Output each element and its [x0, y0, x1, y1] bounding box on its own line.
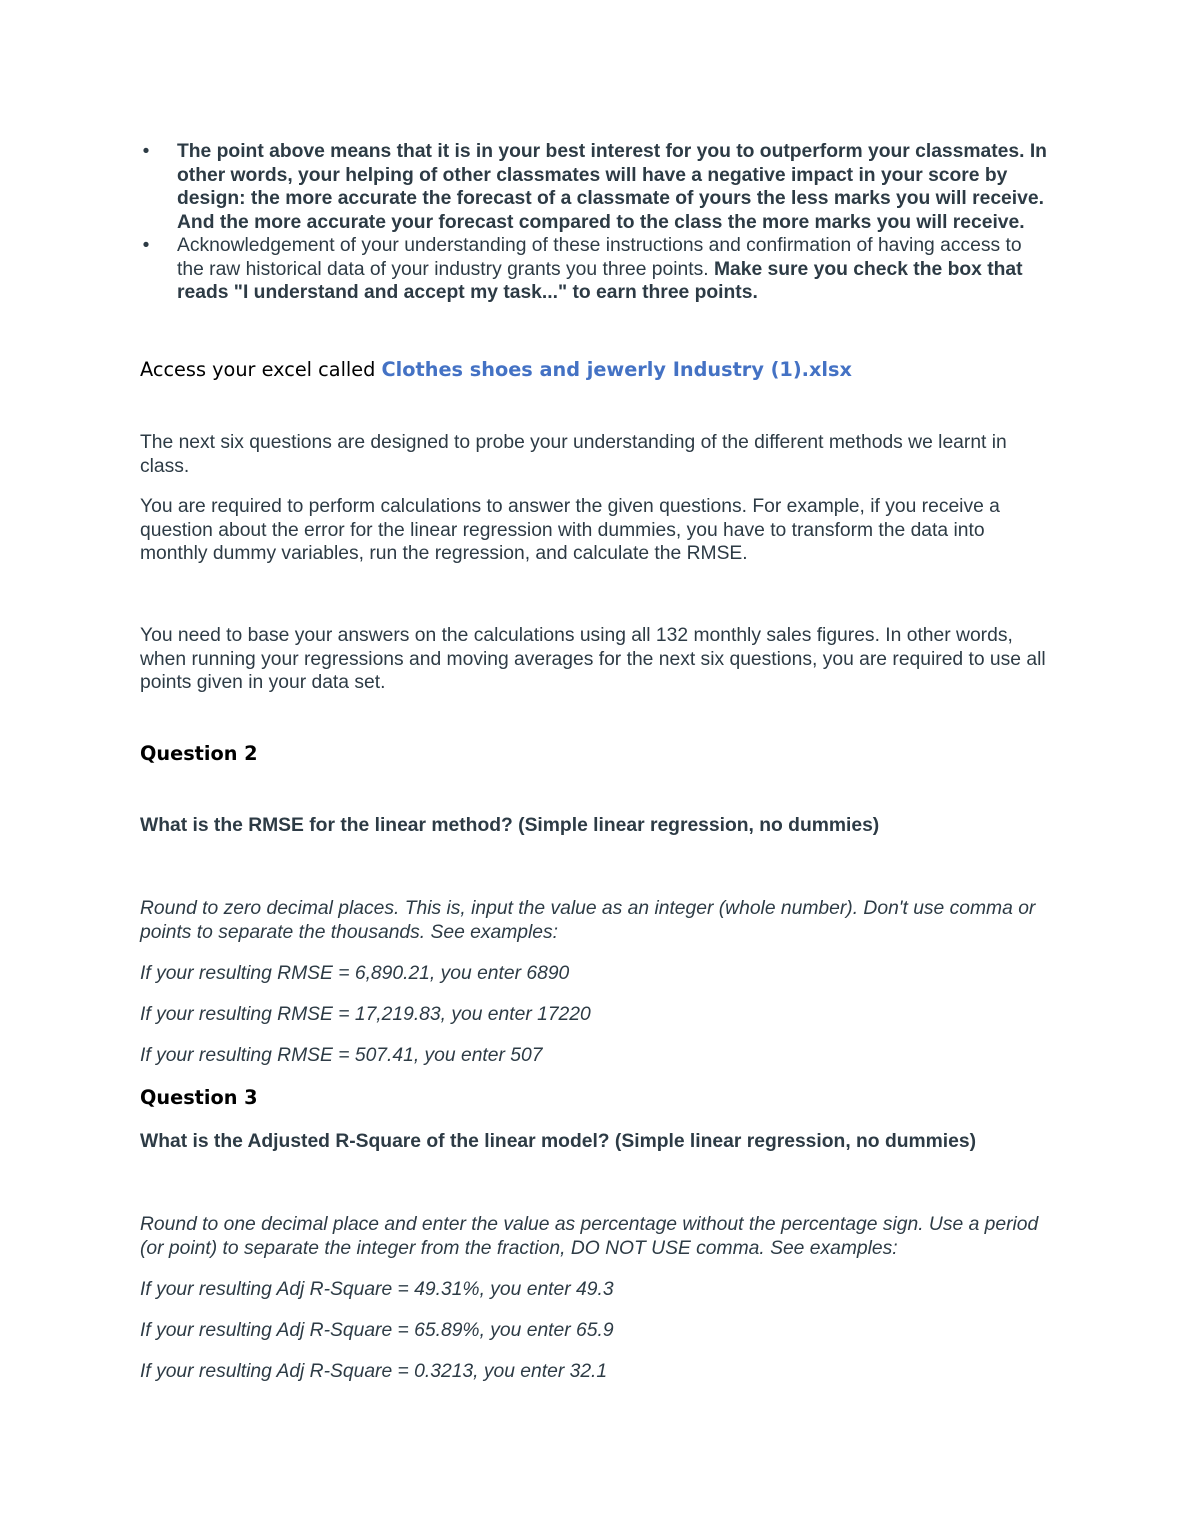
intro-paragraph-2: You are required to perform calculations to answer the given questions. For example, if you receive a question about the error for the linear regression with dummies, you have to transform the data into monthly dummy variables, run the regression, and calculate the RMSE.	[140, 496, 1000, 564]
intro-paragraph-3: You need to base your answers on the calculations using all 132 monthly sales figures. In other words, when running your regressions and moving averages for the next six questions, you are required to use all points given in your data set.	[140, 625, 1046, 693]
access-file-line	[140, 357, 1052, 383]
question-2-example-2: If your resulting RMSE = 17,219.83, you enter 17220	[140, 1004, 591, 1025]
question-3-example-3: If your resulting Adj R-Square = 0.3213, you enter 32.1	[140, 1361, 608, 1382]
bullet-marker: •	[142, 141, 150, 162]
bullet-marker: •	[142, 235, 150, 256]
bullet-outperform	[140, 140, 1052, 234]
question-3-example-1: If your resulting Adj R-Square = 49.31%, you enter 49.3	[140, 1279, 614, 1300]
question-3-instructions: Round to one decimal place and enter the value as percentage without the percentage sign. Use a period (or point) to separate the integer from the fraction, DO NOT USE comma. See examples:	[140, 1214, 1039, 1259]
bullet-outperform-text: The point above means that it is in your best interest for you to outperform your classmates. In other words, your helping of other classmates will have a negative impact in your score by design: the more accurate the forecast of a classmate of yours the less marks you will receive. And the more accurate your forecast compared to the class the more marks you will receive.	[177, 141, 1047, 233]
instruction-bullets	[140, 140, 1052, 305]
intro-paragraph-1: The next six questions are designed to probe your understanding of the different methods we learnt in class.	[140, 432, 1007, 477]
question-2-example-1: If your resulting RMSE = 6,890.21, you enter 6890	[140, 963, 570, 984]
excel-file-link[interactable]: Clothes shoes and jewerly Industry (1).xlsx	[381, 358, 852, 381]
question-3-text: What is the Adjusted R-Square of the linear model? (Simple linear regression, no dummies)	[140, 1131, 977, 1152]
question-2-example-3: If your resulting RMSE = 507.41, you enter 507	[140, 1045, 543, 1066]
question-3-example-2: If your resulting Adj R-Square = 65.89%, you enter 65.9	[140, 1320, 614, 1341]
bullet-acknowledgement-text: Acknowledgement of your understanding of these instructions and confirmation of having access to the raw historical data of your industry grants you three points.	[177, 235, 1022, 280]
question-3-heading: Question 3	[140, 1086, 258, 1109]
bullet-acknowledgement-emphasis: Make sure you check the box that reads "I understand and accept my task..." to earn three points.	[177, 258, 1023, 303]
bullet-acknowledgement	[140, 234, 1052, 305]
question-2-heading: Question 2	[140, 742, 258, 765]
question-2-instructions: Round to zero decimal places. This is, input the value as an integer (whole number). Don't use comma or points to separate the thousands. See examples:	[140, 898, 1036, 943]
question-2-text: What is the RMSE for the linear method? (Simple linear regression, no dummies)	[140, 815, 880, 836]
access-prefix: Access your excel called	[140, 358, 382, 381]
